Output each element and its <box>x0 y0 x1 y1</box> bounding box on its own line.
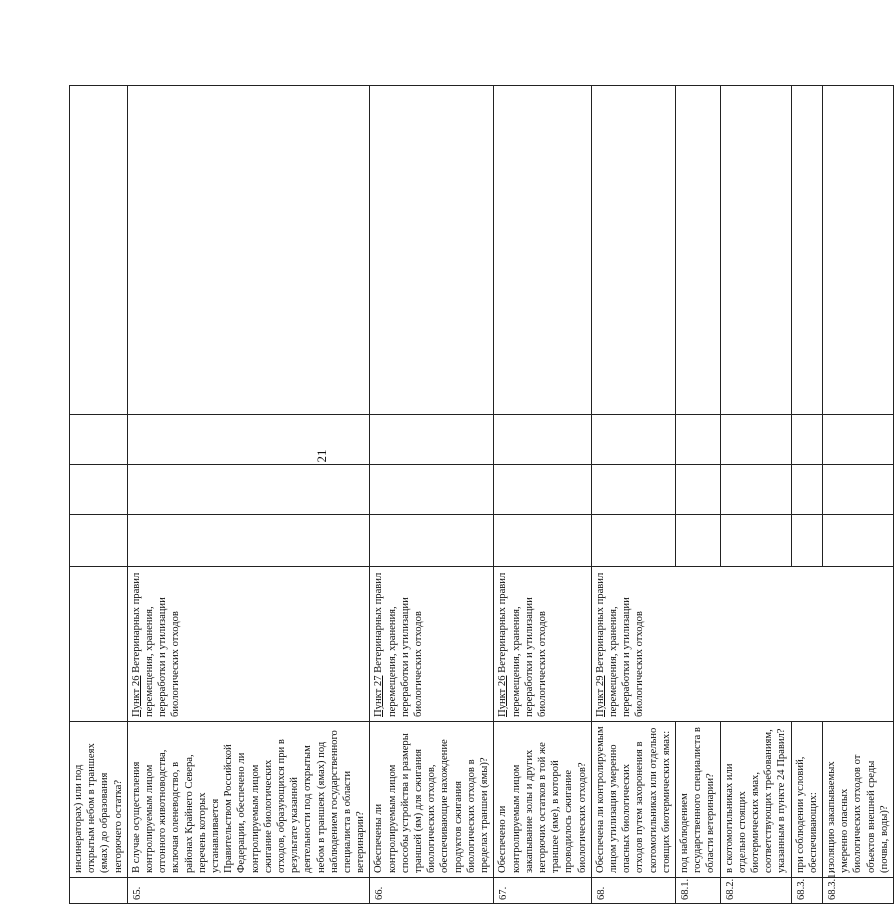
table-row <box>720 86 791 904</box>
row-number: 65. <box>127 878 370 904</box>
question-text: при соблюдении условий, обеспечивающих: <box>791 722 822 878</box>
question-text: Обеспечены ли контролируемым лицом способы устройства и размеры траншей (ям) для сжигания биологических отходов, обеспечивающие нахождение продуктов сжигания биологических отходов в пределах траншеи (ямы)? <box>370 722 494 878</box>
row-number: 68. <box>591 878 675 904</box>
table-row <box>70 86 128 904</box>
answer-no-cell <box>822 465 893 515</box>
answer-no-cell <box>675 465 720 515</box>
answer-yes-cell <box>791 515 822 567</box>
answer-na-cell <box>591 415 675 465</box>
note-cell <box>791 86 822 415</box>
answer-yes-cell <box>822 515 893 567</box>
reference-link[interactable]: Пункт 27 <box>373 675 385 717</box>
reference-cell <box>127 567 370 722</box>
reference-cell <box>70 567 128 722</box>
reference-text: Ветеринарных правил перемещения, хранения, переработки и утилизации биологических отходов <box>497 572 548 717</box>
note-cell <box>675 86 720 415</box>
answer-na-cell <box>70 415 128 465</box>
answer-no-cell <box>720 465 791 515</box>
answer-yes-cell <box>127 515 370 567</box>
table-row <box>127 86 370 904</box>
answer-yes-cell <box>591 515 675 567</box>
page-number: 21 <box>314 449 329 463</box>
answer-no-cell <box>370 465 494 515</box>
answer-yes-cell <box>370 515 494 567</box>
question-text: Обеспечена ли контролируемым лицом утилизация умеренно опасных биологических отходов путем захоронения в скотомогильниках или отдельно стоящих биотермических ямах: <box>591 722 675 878</box>
table-row <box>822 86 893 904</box>
row-number: 68.3. <box>791 878 822 904</box>
answer-no-cell <box>591 465 675 515</box>
question-text: изоляцию закапываемых умеренно опасных биологических отходов от объектов внешней среды (почвы, воды)? <box>822 722 893 878</box>
row-number: 68.3.1. <box>822 878 893 904</box>
note-cell <box>720 86 791 415</box>
reference-text: Ветеринарных правил перемещения, хранения, переработки и утилизации биологических отходов <box>373 572 425 717</box>
reference-link[interactable]: Пункт 29 <box>594 675 606 717</box>
question-text: Обеспечено ли контролируемым лицом закапывание золы и других негорючих остатков в той же траншее (яме), в которой проводилось сжигание биологических отходов? <box>494 722 591 878</box>
answer-no-cell <box>494 465 591 515</box>
table-row <box>675 86 720 904</box>
table-row <box>494 86 591 904</box>
reference-cell <box>494 567 591 722</box>
table-row <box>791 86 822 904</box>
reference-text: Ветеринарных правил перемещения, хранения, переработки и утилизации биологических отходов <box>130 572 182 717</box>
answer-yes-cell <box>70 515 128 567</box>
note-cell <box>127 86 370 415</box>
answer-na-cell <box>127 415 370 465</box>
row-number: 68.1. <box>675 878 720 904</box>
question-text: инсинераторах) или под открытым небом в траншеях (ямах) до образования негорючего остатка? <box>70 722 128 878</box>
rotated-table-container <box>69 86 890 904</box>
note-cell <box>822 86 893 415</box>
note-cell <box>591 86 675 415</box>
answer-na-cell <box>791 415 822 465</box>
answer-na-cell <box>494 415 591 465</box>
note-cell <box>494 86 591 415</box>
answer-na-cell <box>370 415 494 465</box>
question-text: под наблюдением государственного специалиста в области ветеринарии? <box>675 722 720 878</box>
answer-na-cell <box>822 415 893 465</box>
answer-yes-cell <box>720 515 791 567</box>
table-row <box>591 86 675 904</box>
answer-no-cell <box>791 465 822 515</box>
table-row <box>370 86 494 904</box>
reference-cell <box>591 567 893 722</box>
row-number: 68.2. <box>720 878 791 904</box>
reference-link[interactable]: Пункт 26 <box>130 675 142 717</box>
question-text: В случае осуществления контролируемым лицом отгонного животноводства, включая оленеводство, в районах Крайнего Севера, перечень которых устанавливается Правительством Российской Федерации, обеспечено ли контролируемым лицом сжигание биологических отходов, образующихся при в результате указанной деятельности под открытым небом в траншеях (ямах) под наблюдением государственного специалиста в области ветеринарии? <box>127 722 370 878</box>
answer-no-cell <box>70 465 128 515</box>
answer-no-cell <box>127 465 370 515</box>
answer-yes-cell <box>494 515 591 567</box>
row-number: 66. <box>370 878 494 904</box>
answer-na-cell <box>675 415 720 465</box>
row-number <box>70 878 128 904</box>
reference-cell <box>370 567 494 722</box>
row-number: 67. <box>494 878 591 904</box>
question-text: в скотомогильниках или отдельно стоящих биотермических ямах, соответствующих требованиям, указанным в пункте 24 Правил? <box>720 722 791 878</box>
checklist-table <box>69 85 894 904</box>
reference-link[interactable]: Пункт 26 <box>497 675 509 717</box>
answer-na-cell <box>720 415 791 465</box>
answer-yes-cell <box>675 515 720 567</box>
note-cell <box>70 86 128 415</box>
reference-text: Ветеринарных правил перемещения, хранения, переработки и утилизации биологических отходов <box>594 572 646 717</box>
note-cell <box>370 86 494 415</box>
